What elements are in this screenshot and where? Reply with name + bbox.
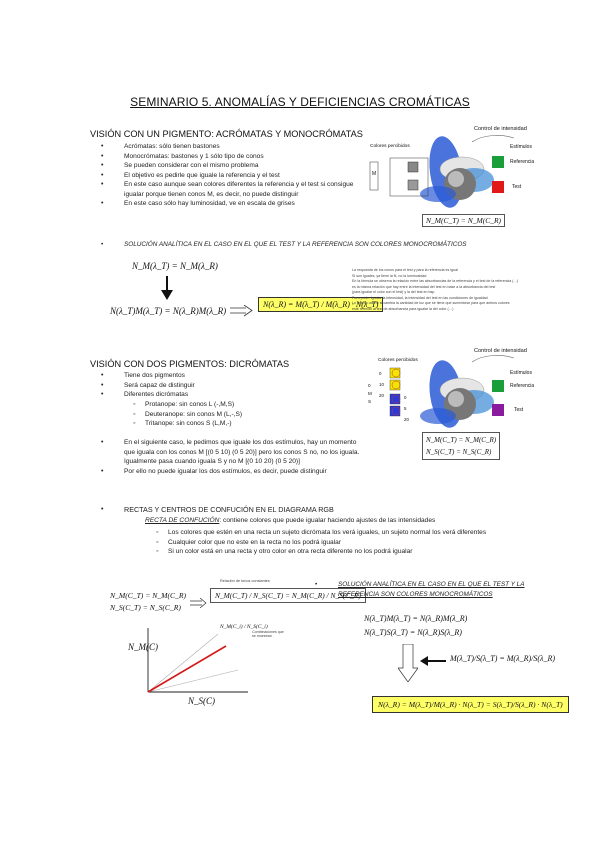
monochromat-figure <box>364 124 542 232</box>
list-item: • Por ello no puede igualar los dos estímulos, es decir, puede distinguir <box>124 467 364 477</box>
note-line: Si son iguales, ya tiene la N, no la luminosidad <box>352 273 427 278</box>
values-bottom <box>404 392 409 425</box>
section1-bullets <box>124 142 356 209</box>
analytic-bullet-2: • SOLUCIÓN ANALÍTICA EN EL CASO EN EL QUE EL TEST Y LA REFERENCIA SON COLORES MONOCROMÁTICOS <box>315 581 525 598</box>
side-notes <box>352 268 542 312</box>
list-item: • El objetivo es pedirle que iguale la referencia y el test <box>124 171 356 181</box>
implies-arrow-icon <box>190 598 208 608</box>
value: 0 <box>379 371 382 376</box>
figure-equations <box>422 432 500 460</box>
equation: N_S(C_T) = N_S(C_R) <box>110 603 181 612</box>
equation-top: N_M(λ_T) = N_M(λ_R) <box>132 261 218 271</box>
list-item: ◦ Protanope: sin conos L (-,M,S) <box>145 400 345 410</box>
values-top <box>379 368 384 401</box>
equation-left: N(λ_T)M(λ_T) = N(λ_R)M(λ_R) <box>110 306 227 316</box>
cone-row: 0 <box>368 383 371 388</box>
analytic-bullet-1: • SOLUCIÓN ANALÍTICA EN EL CASO EN EL QUE EL TEST Y LA REFERENCIA SON COLORES MONOCROMÁTICOS <box>101 241 467 248</box>
result-box: N(λ_R) = M(λ_T) / M(λ_R) · N(λ_T) <box>258 297 383 312</box>
box-caption: Relación de tonos constantes <box>220 579 270 583</box>
test-label: Test <box>514 407 524 413</box>
analytic-text: SOLUCIÓN ANALÍTICA EN EL CASO EN EL QUE EL TEST Y LA REFERENCIA SON COLORES MONOCROMÁTICOS <box>338 581 525 598</box>
confusion-line-def <box>145 516 545 526</box>
list-item: ◦ Los colores que estén en una recta un sujeto dicrómata los verá iguales, un sujeto normal los verá diferentes <box>168 528 528 538</box>
list-item: ◦ Cualquier color que no este en la recta no los podrá igualar <box>168 538 528 548</box>
confusion-line-text: : contiene colores que puede igualar haciendo ajustes de las intensidades <box>219 517 436 524</box>
graph-y-label: N_M(C) <box>128 642 158 652</box>
implies-arrow-icon <box>230 305 254 317</box>
control-label: Control de intensidad <box>474 348 527 354</box>
note-line: Para poder igualar la intensidad, la intensidad del test en las condiciones de igualdad <box>352 295 488 300</box>
reference-label: Referencia <box>510 159 535 165</box>
value: 20 <box>404 417 409 422</box>
down-arrow-icon <box>160 276 174 300</box>
cone-row: S <box>368 399 372 404</box>
equation: N_M(C_T) = N_M(C_R) <box>110 591 186 600</box>
dichromat-figure <box>364 346 542 464</box>
graph-note: Combinaciones que se muestran <box>252 630 284 638</box>
list-item: ◦ Si un color está en una recta y otro color en otra recta diferente no los podrá igualar <box>168 547 528 557</box>
list-item: • Monocrómatas: bastones y 1 sólo tipo de conos <box>124 152 356 162</box>
stimuli-label: Estímulos <box>510 144 532 150</box>
graph-x-label: N_S(C) <box>188 696 215 706</box>
list-item: • En este caso sólo hay luminosidad, ve en escala de grises <box>124 199 356 209</box>
note-line: Lo mismo ocurre si cambia la cantidad de luz que se tiene que suministrar para que ambos colores <box>352 301 510 305</box>
confusion-line <box>148 646 226 692</box>
cone-label: M <box>372 171 377 177</box>
ratio-box: N_M(C_T) / N_S(C_T) = N_M(C_R) / N_S(C_R) <box>210 588 366 603</box>
value: 20 <box>379 393 384 398</box>
equation: N(λ_T)S(λ_T) = N(λ_R)S(λ_R) <box>364 628 462 637</box>
note-line: La respuesta de los conos para el test y para la referencia es igual <box>352 268 458 272</box>
page-title: SEMINARIO 5. ANOMALÍAS Y DEFICIENCIAS CROMÁTICAS <box>130 95 470 109</box>
note-line: esté referido al test de absorbancia para igualar la del color (…) <box>352 306 454 311</box>
left-equations <box>110 590 186 614</box>
colors-label: Colores percibidos <box>378 358 418 363</box>
note-line: (para igualar el color con el test) y la del test en bsp. <box>352 290 436 294</box>
section1-heading: VISIÓN CON UN PIGMENTO: ACRÓMATAS Y MONOCRÓMATAS <box>90 129 363 139</box>
colors-label: Colores percibidos <box>370 144 410 149</box>
ratio-equation: M(λ_T)/S(λ_T) = M(λ_R)/S(λ_R) <box>450 654 556 663</box>
section2-bullets <box>124 371 356 400</box>
list-item: ◦ Tritanope: sin conos S (L,M,-) <box>145 419 345 429</box>
section2-bullets-2 <box>124 438 364 476</box>
section2-heading: VISIÓN CON DOS PIGMENTOS: DICRÓMATAS <box>90 359 290 369</box>
final-result-box: N(λ_R) = M(λ_T)/M(λ_R) · N(λ_T) = S(λ_T)/S(λ_R) · N(λ_T) <box>372 696 569 713</box>
list-item: ◦ Deuteranope: sin conos M (L,-,S) <box>145 410 345 420</box>
test-label: Test <box>512 184 522 190</box>
list-item: • Se pueden considerar con el mismo problema <box>124 161 356 171</box>
section3-bullet <box>124 505 544 515</box>
confusion-bullets <box>168 528 528 557</box>
value: 10 <box>379 382 384 387</box>
analytic-text: SOLUCIÓN ANALÍTICA EN EL CASO EN EL QUE EL TEST Y LA REFERENCIA SON COLORES MONOCROMÁTICOS <box>124 241 467 248</box>
control-label: Control de intensidad <box>474 126 527 132</box>
list-item: • Será capaz de distinguir <box>124 381 356 391</box>
note-line: En la fórmula se observa la relación entre las absorbancias de la referencia y el test de la referencia (…) <box>352 279 519 283</box>
reference-label: Referencia <box>510 383 535 389</box>
equation: N(λ_T)M(λ_T) = N(λ_R)M(λ_R) <box>364 614 468 623</box>
cone-row: M <box>368 391 372 396</box>
list-item: • En este caso aunque sean colores diferentes la referencia y el test si consigue igualar porque tienen conos M, es decir, no puede distinguir <box>124 180 356 199</box>
confusion-graph <box>128 620 288 710</box>
hollow-down-arrow-icon <box>398 644 418 682</box>
list-item: • Diferentes dicrómatas <box>124 390 356 400</box>
list-item: • En el siguiente caso, le pedimos que iguale los dos estímulos, hay un momento que iguala con los conos M [(0 5 10) (0 5 20)] pero los conos S no, no los iguala. Igualmente pasa cuando iguala S y no M [(0 10 20) (0 5 20)] <box>124 438 364 467</box>
value: 0 <box>404 395 407 400</box>
confusion-line-label: RECTA DE CONFUCIÓN <box>145 517 220 524</box>
equation: N_M(C_T) = N_M(C_R) <box>426 436 497 444</box>
list-item: • Acrómatas: sólo tienen bastones <box>124 142 356 152</box>
left-arrow-icon <box>420 656 446 666</box>
equation: N_S(C_T) = N_S(C_R) <box>426 448 492 456</box>
list-item: • Tiene dos pigmentos <box>124 371 356 381</box>
graph-fraction: N_M(C_i) / N_S(C_i) <box>220 624 268 630</box>
figure-equation: N_M(C_T) = N_M(C_R) <box>422 214 505 227</box>
note-line: es la misma relación que hay entre la intensidad del test en base a la absorbancia del test <box>352 284 496 289</box>
dichromat-types <box>145 400 345 429</box>
cone-rows <box>368 382 372 406</box>
right-equations <box>364 612 467 640</box>
stimuli-label: Estímulos <box>510 370 532 376</box>
list-item: • RECTAS Y CENTROS DE CONFUCIÓN EN EL DIAGRAMA RGB <box>124 505 544 515</box>
value: 5 <box>404 406 407 411</box>
